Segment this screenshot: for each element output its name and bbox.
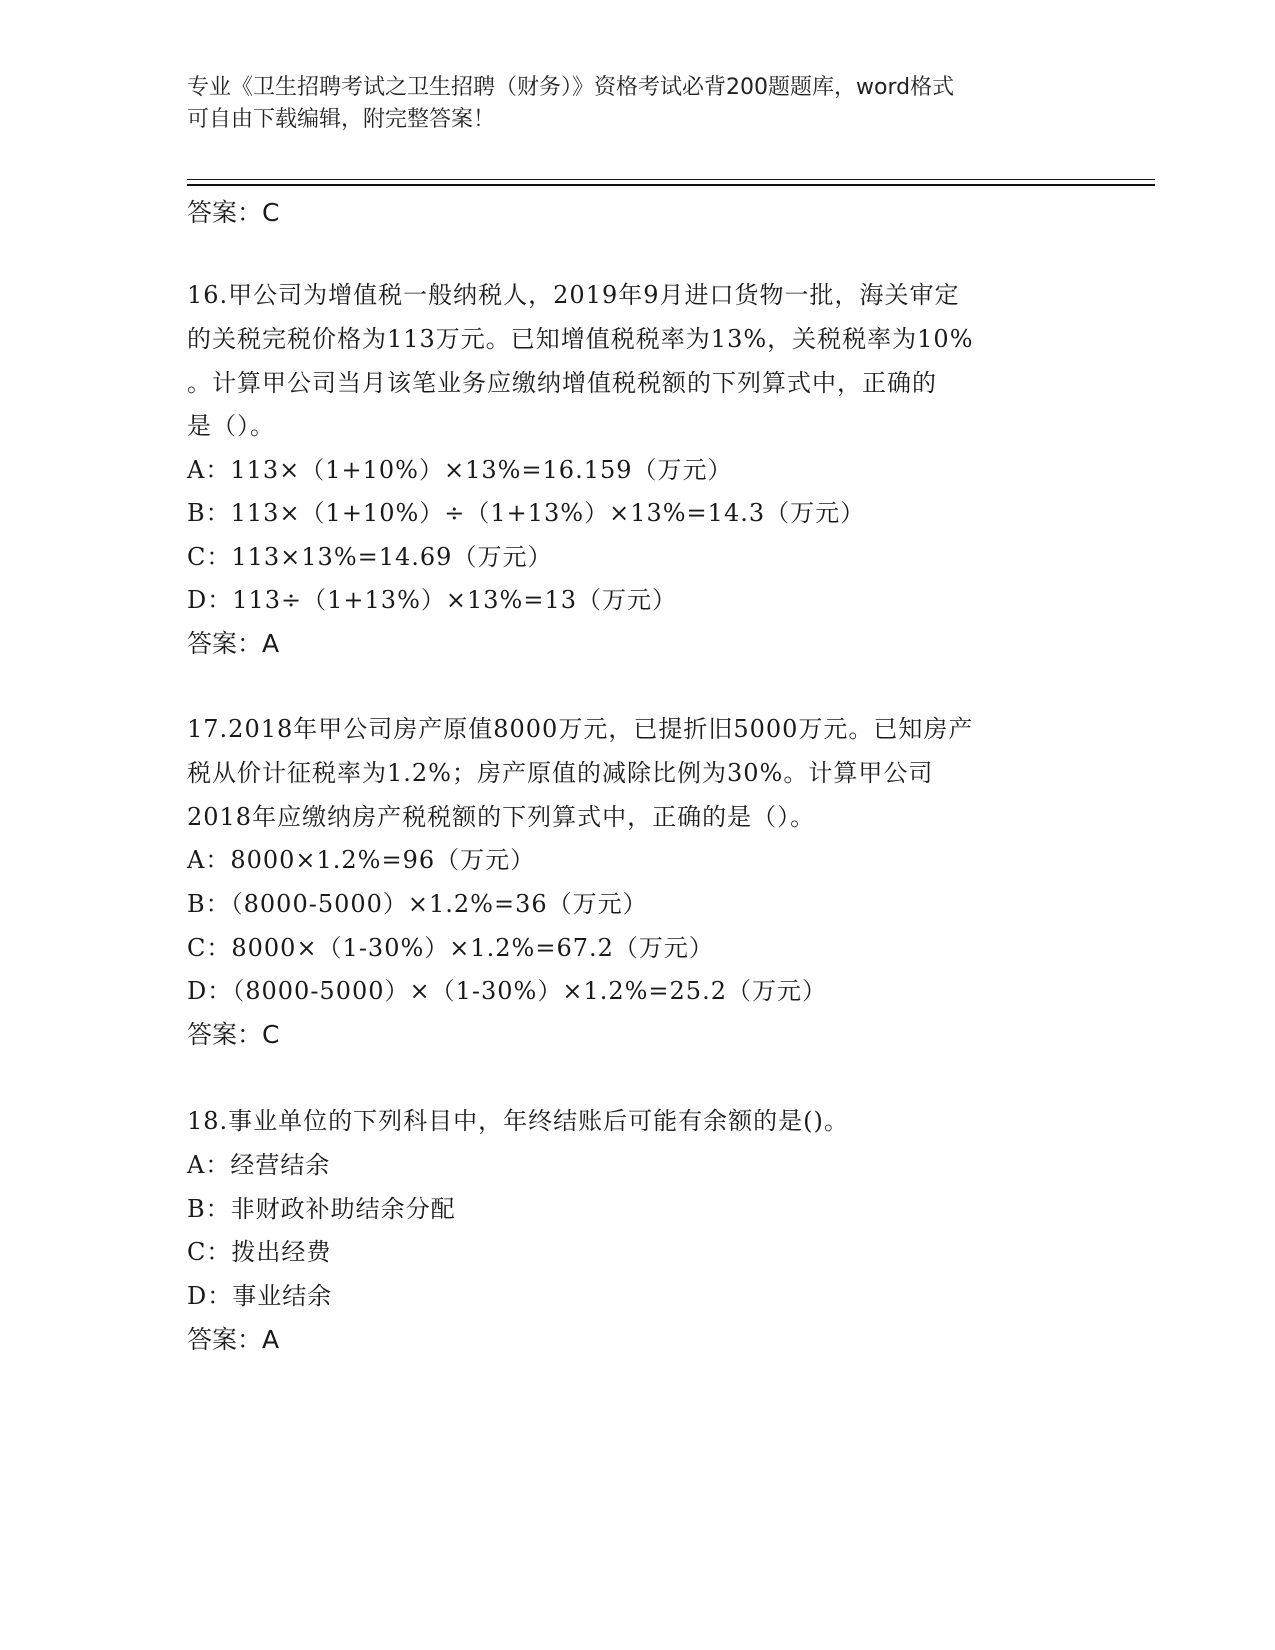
option-c: C：113×13%=14.69（万元）: [187, 543, 553, 571]
option-c: C：8000×（1-30%）×1.2%=67.2（万元）: [187, 934, 714, 962]
option-a: A：113×（1+10%）×13%=16.159（万元）: [187, 456, 733, 484]
answer: 答案：C: [187, 1020, 280, 1049]
option-d: D：113÷（1+13%）×13%=13（万元）: [187, 586, 677, 614]
document-header: [187, 72, 1087, 136]
header-line-2: 可自由下载编辑，附完整答案！: [187, 107, 496, 132]
question-stem-line: 16.甲公司为增值税一般纳税人，2019年9月进口货物一批，海关审定: [187, 281, 960, 309]
option-b: B：非财政补助结余分配: [187, 1195, 456, 1223]
question-stem-line: 17.2018年甲公司房产原值8000万元，已提折旧5000万元。已知房产: [187, 715, 974, 743]
header-line-1: 专业《卫生招聘考试之卫生招聘（财务）》资格考试必背200题题库，word格式: [187, 75, 955, 100]
answer: 答案：A: [187, 629, 280, 658]
option-a: A：经营结余: [187, 1151, 331, 1179]
question-stem-line: 的关税完税价格为113万元。已知增值税税率为13%，关税税率为10%: [187, 325, 974, 353]
answer: 答案：A: [187, 1325, 280, 1354]
option-b: B：113×（1+10%）÷（1+13%）×13%=14.3（万元）: [187, 499, 866, 527]
option-c: C：拨出经费: [187, 1238, 332, 1266]
header-divider-thin: [187, 179, 1155, 180]
option-d: D：事业结余: [187, 1282, 333, 1310]
header-divider-thick: [187, 184, 1155, 186]
option-a: A：8000×1.2%=96（万元）: [187, 846, 536, 874]
option-b: B：（8000-5000）×1.2%=36（万元）: [187, 890, 648, 918]
question-stem-line: 税从价计征税率为1.2%；房产原值的减除比例为30%。计算甲公司: [187, 759, 934, 787]
question-stem-line: 18.事业单位的下列科目中，年终结账后可能有余额的是()。: [187, 1107, 849, 1135]
previous-answer: 答案：C: [187, 198, 280, 227]
question-stem-line: 是（）。: [187, 412, 275, 440]
question-stem-line: 。计算甲公司当月该笔业务应缴纳增值税税额的下列算式中，正确的: [187, 369, 937, 397]
question-stem-line: 2018年应缴纳房产税税额的下列算式中，正确的是（）。: [187, 803, 816, 831]
option-d: D：（8000-5000）×（1-30%）×1.2%=25.2（万元）: [187, 977, 827, 1005]
